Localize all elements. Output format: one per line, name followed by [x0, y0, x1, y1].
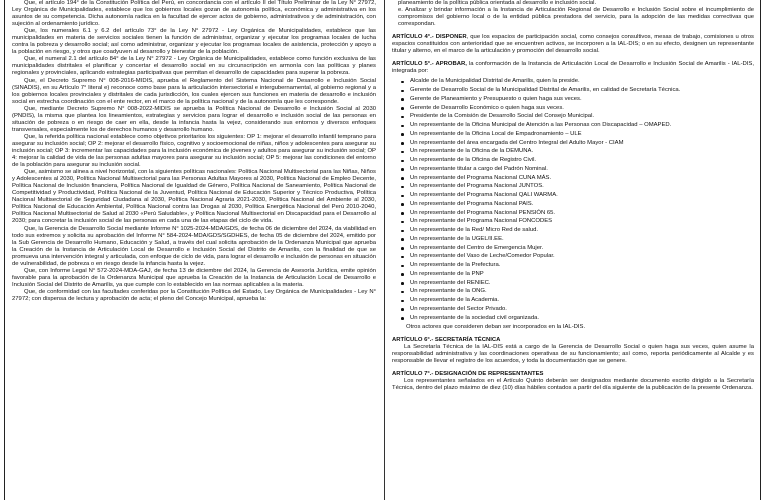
- considerando-paragraph: Que, de conformidad con las facultades conferidas por la Constitución Política del Estado, Ley Orgánica de Municipalidades - Ley N° 27972; con dispensa de lectura y aprobación de acta; el pleno del Concejo Municipal, aprueba la:: [12, 288, 376, 302]
- members-note: Otros actores que consideren deban ser incorporados en la IAL-DIS.: [406, 323, 586, 330]
- column-divider: [384, 0, 385, 500]
- list-item: Un representante de la sociedad civil organizada.: [410, 315, 754, 322]
- considerando-paragraph: Que, la Gerencia de Desarrollo Social mediante Informe N° 1025-2024-MDA/GDS, de fecha 06 de diciembre del 2024, da viabilidad en todo sus extremos y solicita su aprobación del Informe N° 584-2024-MDA/GDS/SGDHES, de fecha 05 de diciembre del 2024, emitido por la Sub Gerencia de Desarrollo Humano, Educación y Salud, a través del cual solicita aprobación de la Ordenanza Municipal que aprueba la Creación de la Instancia de Articulación Local de Desarrollo e Inclusión Social del Distrito de Amarilis, con la finalidad de que se promueva una intervención integral y articulada, con enfoque de ciclo de vida, para lograr el desarrollo e inclusión de personas en situación de vulnerabilidad, de pobreza o en riesgo desde la infancia hasta la vejez.: [12, 225, 376, 267]
- list-item: Alcalde de la Municipalidad Distrital de Amarilis, quien la preside.: [410, 78, 754, 85]
- list-item: Un representante de la PNP: [410, 271, 754, 278]
- list-item: Un representante del Programa Nacional QALI WARMA.: [410, 192, 754, 199]
- list-item: Un representante del Sector Privado.: [410, 306, 754, 313]
- left-column: [12, 0, 376, 500]
- list-item: Un representante del Programa Nacional JUNTOS.: [410, 183, 754, 190]
- considerando-paragraph: Que, la referida política nacional establece como objetivos prioritarios los siguientes: OP 1: mejorar el desarrollo infantil temprano para asegurar su inclusión social; OP 2: mejorar el desarrollo físico, cognitivo y socioemocional de niñas, niños y adolescentes para asegurar su inclusión social; OP 3: incrementar las capacidades para la inclusión económica de jóvenes y adultos para asegurar su inclusión social; OP 4: mejorar la calidad de vida de las personas adultas mayores para asegurar su inclusión social; OP 5: mejorar las condiciones del entorno de la población para asegurar su inclusión social.: [12, 133, 376, 169]
- list-item: Un representante de la UGEL/II.EE.: [410, 236, 754, 243]
- article-5-text: la conformación de la Instancia de Articulación Local de Desarrollo e Inclusión Social de Amarilis - IAL-DIS, integrada por:: [392, 61, 754, 75]
- list-item: Un representante del Programa Nacional PAIS.: [410, 201, 754, 208]
- list-item: Gerente de Desarrollo Económico o quien haga sus veces.: [410, 105, 754, 112]
- list-item: Presidente de la Comisión de Desarrollo Social del Consejo Municipal.: [410, 113, 754, 120]
- list-item: Un representante de la Red/ Micro Red de salud.: [410, 227, 754, 234]
- list-item: Un representante del Programa Nacional PENSIÓN 65.: [410, 210, 754, 217]
- list-item: Un representante de la Oficina de la DEMUNA.: [410, 148, 754, 155]
- article3-continued-items: [392, 0, 754, 28]
- list-item: Un representante de la Oficina Local de Empadronamiento – ULE: [410, 131, 754, 138]
- list-item: Un representante del Programa Nacional FONCODES: [410, 218, 754, 225]
- continued-item: e. Analizar y brindar información a la Instancia de Articulación Regional de Desarrollo e Inclusión Social sobre el incumplimiento de compromisos del gobierno local o de la entidad pública prestadora del servicio, para la adopción de las medidas correctivas que correspondan.: [398, 7, 754, 28]
- considerando-paragraph: Que, con Informe Legal N° 572-2024-MDA-GAJ, de fecha 13 de diciembre del 2024, la Gerencia de Asesoría Jurídica, emite opinión favorable para la aprobación de la Ordenanza Municipal que aprueba la Creación de la Instancia de Articulación Local de Desarrollo e Inclusión Social del Distrito de Amarilis, ya que cumple con lo establecido en las normas aplicables a la materia.: [12, 267, 376, 288]
- list-item: Un representante de la Prefectura.: [410, 262, 754, 269]
- list-item: Gerente de Desarrollo Social de la Municipalidad Distrital de Amarilis, en calidad de Secretaría Técnica.: [410, 87, 754, 94]
- list-item: Un representante titular a cargo del Padrón Nominal.: [410, 166, 754, 173]
- considerando-paragraph: Que, asimismo se alinea a nivel horizontal, con la siguientes políticas nacionales: Política Nacional Multisectorial para las Niñas, Niños y Adolescentes al 2030, Política Nacional Multisectorial para las Personas Adultas Mayores al 2030, Política Nacional de Empleo Decente, Política Nacional de Inclusión financiera, Política Nacional de Igualdad de Género, Política Nacional de Saneamiento, Política Nacional de Competitividad y Productividad, Política Nacional de la Juventud, Política Nacional de Educación Superior y Técnico Productiva, Política Nacional Multisectorial de Seguridad Ciudadana al 2030, Política Nacional Agraria 2021-2030, Política Nacional del Ambiente al 2030, Política Nacional de Educación Ambiental, Política Nacional contra las Drogas al 2030, Política Energética Nacional del Perú 2010-2040, Política Nacional Multisectorial de Salud al 2030 «Perú Saludable», y Política Nacional Multisectorial en Discapacidad para el Desarrollo al 2030; para concretar la inclusión social de las personas en cada una de las etapas del ciclo de vida.: [12, 169, 376, 225]
- list-item: Un representante de la Oficina Municipal de Atención a las Personas con Discapacidad – OMAPED.: [410, 122, 754, 129]
- article-6-heading: ARTÍCULO 6°.- SECRETARÍA TÉCNICA: [392, 336, 501, 343]
- list-item: Un representante del Programa Nacional CUNA MÁS.: [410, 175, 754, 182]
- list-item: Un representante de la Academia.: [410, 297, 754, 304]
- article-4-text: , que los espacios de participación social, como consejos consultivos, mesas de trabajo, comisiones u otros espacios constituidos con anterioridad que se encuentren activos, se incorporen a la IAL-DIS; o en su efecto, designen un representante titular y alterno, en el marco de la articulación y promoción del desarrollo social.: [392, 34, 754, 55]
- list-item: Gerente de Planeamiento y Presupuesto o quien haga sus veces.: [410, 96, 754, 103]
- list-item: Un representante de la Oficina de Registro Civil.: [410, 157, 754, 164]
- article-7-text: Los representantes señalados en el Artículo Quinto deberán ser designados mediante documento escrito dirigido a la Secretaría Técnica, dentro del plazo máximo de diez (10) días hábiles contados a partir del día siguiente de la publicación de la presente Ordenanza.: [392, 378, 754, 392]
- considerando-paragraph: Que, los numerales 6.1 y 6.2 del artículo 73° de la Ley N° 27972 - Ley Orgánica de Municipalidades, establece que las municipalidades en materia de servicios sociales tienen la función de administrar, organizar y ejecutar los programas locales de lucha contra la pobreza y desarrollo social; así como administrar, organizar y ejecutar los programas locales de asistencia, protección y apoyo a la población en riesgo, y otros que coadyuven al desarrollo y bienestar de la población.: [12, 28, 376, 56]
- considerando-paragraph: Que, el Decreto Supremo N° 008-2016-MIDIS, aprueba el Reglamento del Sistema Nacional de Desarrollo e Inclusión Social (SINADIS), en su Artículo 7° literal e) reconoce como base para la articulación intersectorial e intergubernamental, al gobierno regional y a los gobiernos locales provinciales y distritales de cada jurisdicción, los cuales ejercen sus funciones en materia de desarrollo e inclusión social en estrecha coordinación con el ente rector, en el marco de la política nacional y de la autonomía que les corresponde.: [12, 77, 376, 105]
- article-4: [392, 34, 754, 55]
- article-5: [392, 61, 754, 75]
- list-item: Un representante del área encargada del Centro Integral del Adulto Mayor - CIAM: [410, 140, 754, 147]
- continued-item: planeamiento de la política pública orientada al desarrollo e inclusión social.: [398, 0, 597, 6]
- article-7-heading: ARTÍCULO 7°.- DESIGNACIÓN DE REPRESENTANTES: [392, 371, 544, 378]
- considerando-paragraph: Que, mediante Decreto Supremo N° 008-2022-MIDIS se aprueba la Política Nacional de Desarrollo e Inclusión Social al 2030 (PNDIS), la misma que plantea los lineamientos, estrategias y servicios para lograr el desarrollo e inclusión social de las personas en situación de pobreza o en riesgo de caer en ella, desde la infancia hasta la vejez, considerando sus entornos y diversos enfoques transversales, especialmente los de derechos humanos y desarrollo humano.: [12, 105, 376, 133]
- list-item: Un representante del RENIEC.: [410, 280, 754, 287]
- considerando-paragraph: Que, el numeral 2.1 del artículo 84° de la Ley N° 27972 - Ley Orgánica de Municipalidades, establece como función exclusiva de las municipalidades distritales el planificar y concertar el desarrollo social en su circunscripción en armonía con las políticas y planes regionales y provinciales, aplicando estrategias participativas que permitan el desarrollo de capacidades para superar la pobreza.: [12, 56, 376, 77]
- list-item: Un representante de la ONG.: [410, 288, 754, 295]
- right-column: [392, 0, 754, 500]
- considerando-paragraph: Que, el artículo 194° de la Constitución Política del Perú, en concordancia con el artículo II del Título Preliminar de la Ley N° 27972, Ley Orgánica de Municipalidades, establece que los gobiernos locales gozan de autonomía política, económica y administrativa en los asuntos de su competencia. Dicha autonomía radica en la facultad de ejercer actos de gobierno, administrativos y de administración, con sujeción al ordenamiento jurídico.: [12, 0, 376, 28]
- member-list: [392, 78, 754, 321]
- list-item: Un representante del Vaso de Leche/Comedor Popular.: [410, 253, 754, 260]
- article-6-text: La Secretaría Técnica de la IAL-DIS está a cargo de la Gerencia de Desarrollo Social o quien haga sus veces, quien asume la responsabilidad administrativa y las coordinaciones operativas de su funcionamiento; así como, reporta periódicamente al Alcalde y es responsable de llevar el registro de los acuerdos, y toda la documentación que se genere.: [392, 343, 754, 365]
- article-4-label: ARTÍCULO 4°.- DISPONER: [392, 34, 467, 41]
- article-5-label: ARTÍCULO 5°.- APROBAR,: [392, 61, 467, 68]
- list-item: Un representante del Centro de Emergencia Mujer.: [410, 245, 754, 252]
